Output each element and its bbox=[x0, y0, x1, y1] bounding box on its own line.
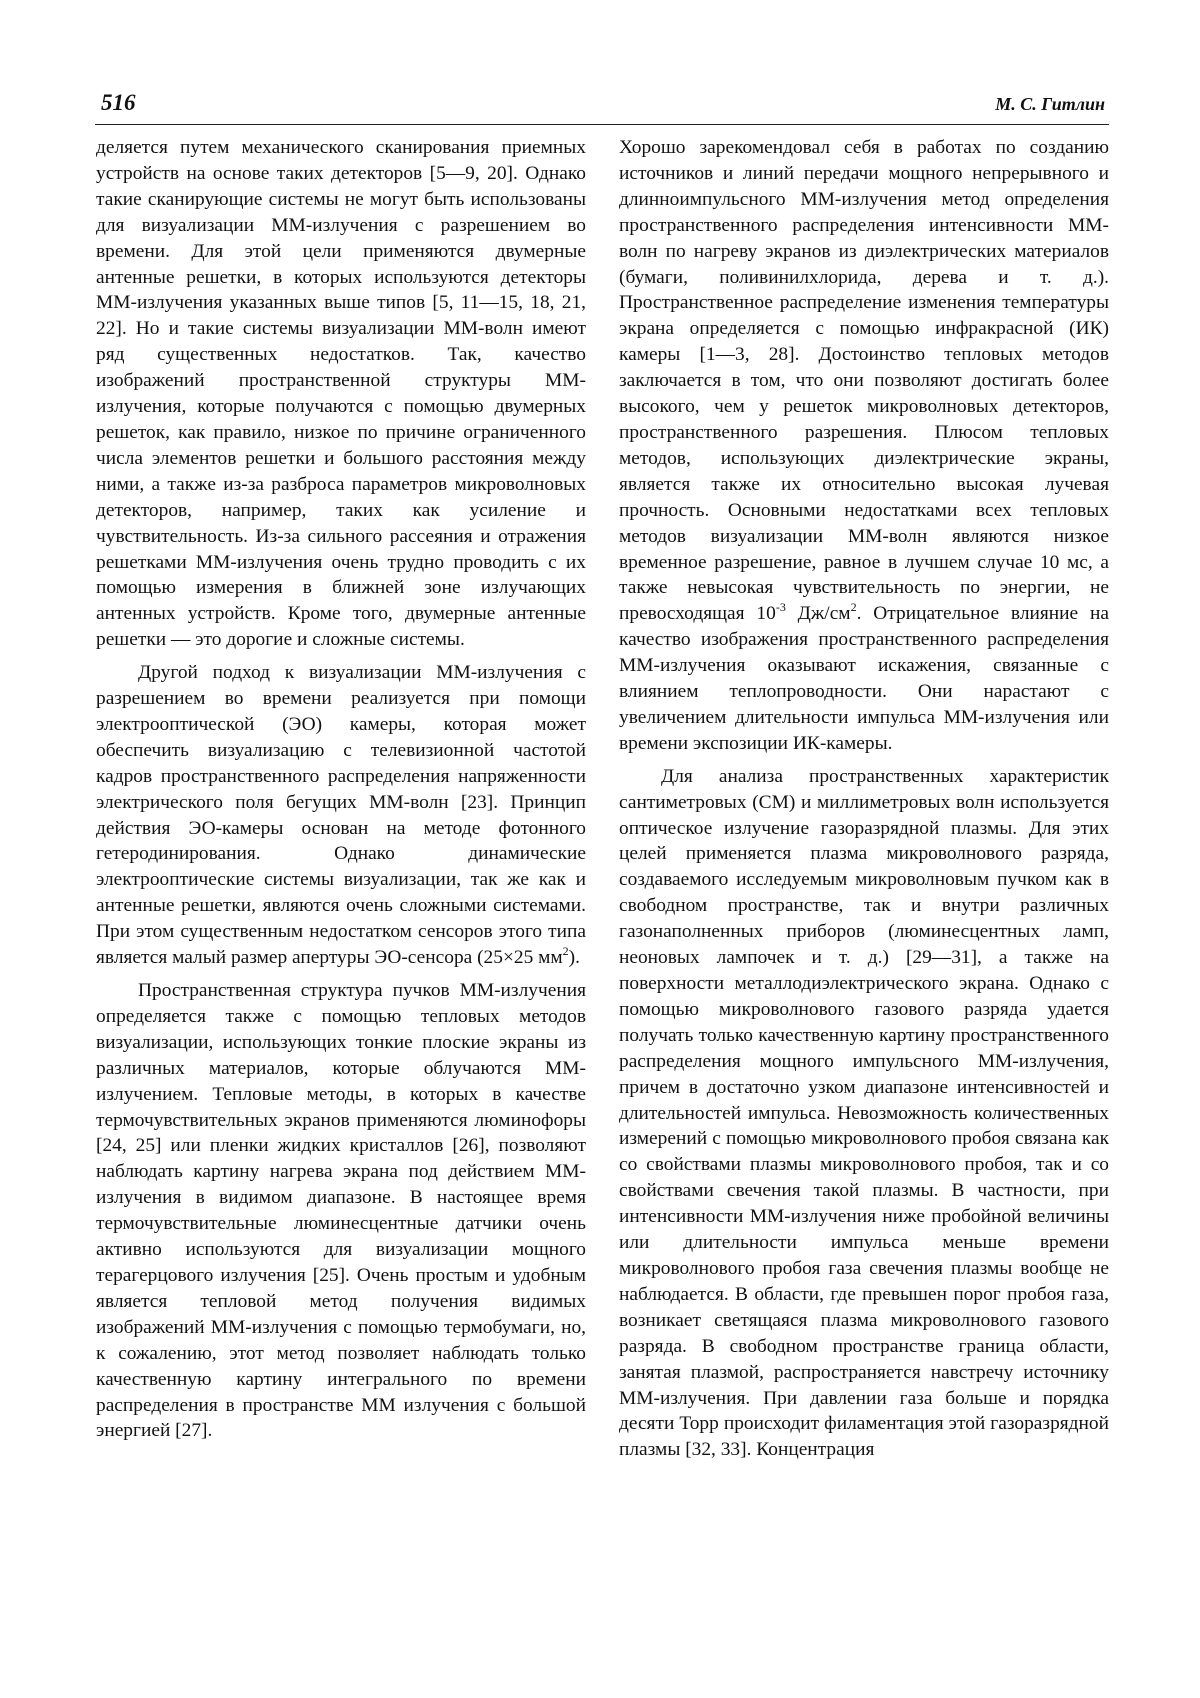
superscript: 2 bbox=[562, 943, 569, 958]
paragraph-gas-discharge-plasma: Для анализа пространственных характеристик сантиметровых (СМ) и миллиметровых волн используется оптическое излучение газоразрядной плазмы. Для этих целей применяется плазма микроволнового разряда, создаваемого исследуемым микроволновым пучком как в свободном пространстве, так и внутри различных газонаполненных приборов (люминесцентных ламп, неоновых лампочек и т. д.) [29—31], а также на поверхности металлодиэлектрического экрана. Однако с помощью микроволнового газового разряда удается получать только качественную картину пространственного распределения мощного импульсного ММ-излучения, причем в достаточно узком диапазоне интенсивностей и длительностей импульса. Невозможность количественных измерений с помощью микроволнового пробоя связана как со свойствами плазмы микроволнового пробоя, так и со свойствами свечения такой плазмы. В частности, при интенсивности ММ-излучения ниже пробойной величины или длительности импульса меньше времени микроволнового пробоя газа свечения плазмы вообще не наблюдается. В области, где превышен порог пробоя газа, возникает светящаяся плазма микроволнового газового разряда. В свободном пространстве граница области, занятая плазмой, распространяется навстречу источнику ММ-излучения. При давлении газа больше и порядка десяти Торр происходит филаментация этой газоразрядной плазмы [32, 33]. Концентрация bbox=[619, 765, 1109, 1461]
right-column bbox=[619, 135, 1109, 1463]
running-head-author: М. С. Гитлин bbox=[995, 94, 1105, 114]
paragraph-scanning-systems: деляется путем механического сканирования приемных устройств на основе таких детекторов [5—9, 20]. Однако такие сканирующие системы не могут быть использованы для визуализации ММ-излучения с разрешением во времени. Для этой цели применяются двумерные антенные решетки, в которых используются детекторы ММ-излучения указанных выше типов [5, 11—15, 18, 21, 22]. Но и такие системы визуализации ММ-волн имеют ряд существенных недостатков. Так, качество изображений пространственной структуры ММ-излучения, которые получаются с помощью двумерных решеток, как правило, низкое по причине ограниченного числа элементов решетки и большого расстояния между ними, а также из-за разброса параметров микроволновых детекторов, например, таких как усиление и чувствительность. Из-за сильного рассеяния и отражения решетками ММ-излучения очень трудно проводить с их помощью измерения в ближней зоне излучающих антенных устройств. Кроме того, двумерные антенные решетки — это дорогие и сложные системы. bbox=[96, 137, 586, 651]
page-number: 516 bbox=[101, 90, 136, 115]
left-column bbox=[96, 135, 586, 1444]
paragraph-text: Другой подход к визуализации ММ-излучения с разрешением во времени реализуется при помощи электрооптической (ЭО) камеры, которая может обеспечить визуализацию с телевизионной частотой кадров пространственного распределения напряженности электрического поля бегущих ММ-волн [23]. Принцип действия ЭО-камеры основан на методе фотонного гетеродинирования. Однако динамические электрооптические системы визуализации, так же как и антенные решетки, являются очень сложными системами. При этом существенным недостатком сенсоров этого типа является малый размер апертуры ЭО-сенсора (25×25 мм bbox=[96, 662, 586, 969]
paragraph-dielectric-screens bbox=[619, 135, 1109, 757]
page-header bbox=[95, 88, 1109, 125]
paragraph-electrooptic-camera bbox=[96, 660, 586, 971]
paragraph-text-unit: Дж/см bbox=[785, 603, 851, 625]
paragraph-thermal-methods: Пространственная структура пучков ММ-излучения определяется также с помощью тепловых методов визуализации, использующих тонкие плоские экраны из различных материалов, которые облучаются ММ-излучением. Тепловые методы, в которых в качестве термочувствительных экранов применяются люминофоры [24, 25] или пленки жидких кристаллов [26], позволяют наблюдать картину нагрева экрана под действием ММ-излучения в видимом диапазоне. В настоящее время термочувствительные люминесцентные датчики очень активно используются для визуализации мощного терагерцового излучения [25]. Очень простым и удобным является тепловой метод получения видимых изображений ММ-излучения с помощью термобумаги, но, к сожалению, этот метод позволяет наблюдать только качественную картину интегрального по времени распределения в пространстве ММ излучения с большой энергией [27]. bbox=[96, 980, 586, 1442]
paragraph-text-tail: . Отрицательное влияние на качество изображения пространственного распределения ММ-излучения оказывают искажения, связанные с влиянием теплопроводности. Они нарастают с увеличением длительности импульса ММ-излучения или времени экспозиции ИК-камеры. bbox=[619, 603, 1109, 754]
superscript: 2 bbox=[850, 599, 857, 614]
superscript: -3 bbox=[775, 599, 786, 614]
paragraph-text: Хорошо зарекомендовал себя в работах по созданию источников и линий передачи мощного непрерывного и длинноимпульсного ММ-излучения метод определения пространственного распределения интенсивности ММ-волн по нагреву экранов из диэлектрических материалов (бумаги, поливинилхлорида, дерева и т. д.). Пространственное распределение изменения температуры экрана определяется с помощью инфракрасной (ИК) камеры [1—3, 28]. Достоинство тепловых методов заключается в том, что они позволяют достигать более высокого, чем у решеток микроволновых детекторов, пространственного разрешения. Плюсом тепловых методов, использующих диэлектрические экраны, является также их относительно высокая лучевая прочность. Основными недостатками всех тепловых методов визуализации ММ-волн являются низкое временное разрешение, равное в лучшем случае 10 мс, а также невысокая чувствительность по энергии, не превосходящая 10 bbox=[619, 137, 1109, 625]
paragraph-text-tail: ). bbox=[568, 947, 580, 969]
